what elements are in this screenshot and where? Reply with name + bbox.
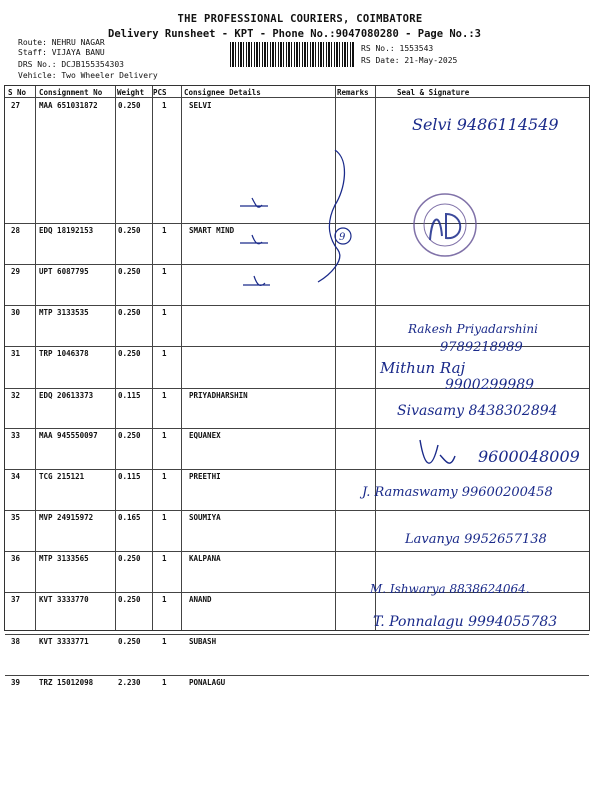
cell-weight: 0.250 xyxy=(118,226,141,235)
cell-sno: 27 xyxy=(11,101,21,110)
cell-pcs: 1 xyxy=(162,513,167,522)
cell-consignment: TRZ 15012098 xyxy=(39,678,94,687)
signature-34: Sivasamy 8438302894 xyxy=(397,403,558,419)
cell-consignment: TRP 1046378 xyxy=(39,349,89,358)
cell-pcs: 1 xyxy=(162,595,167,604)
header-divider xyxy=(5,97,589,98)
cell-sno: 35 xyxy=(11,513,21,522)
cell-sno: 34 xyxy=(11,472,21,481)
row-divider xyxy=(5,428,589,429)
cell-sno: 38 xyxy=(11,637,21,646)
cell-consignment: UPT 6087795 xyxy=(39,267,89,276)
rs-date: RS Date: 21-May-2025 xyxy=(361,56,458,65)
cell-consignee: EQUANEX xyxy=(189,431,221,440)
cell-sno: 31 xyxy=(11,349,21,358)
header-pcs: PCS xyxy=(153,88,167,97)
cell-consignment: MTP 3133535 xyxy=(39,308,89,317)
column-divider xyxy=(181,86,182,630)
row-divider xyxy=(5,634,589,635)
cell-weight: 0.250 xyxy=(118,267,141,276)
cell-pcs: 1 xyxy=(162,308,167,317)
header-seal: Seal & Signature xyxy=(397,88,470,97)
rs-number: RS No.: 1553543 xyxy=(361,44,434,53)
cell-consignment: TCG 215121 xyxy=(39,472,85,481)
cell-pcs: 1 xyxy=(162,226,167,235)
barcode xyxy=(230,42,355,67)
cell-consignment: KVT 3333770 xyxy=(39,595,89,604)
cell-weight: 0.250 xyxy=(118,349,141,358)
row-divider xyxy=(5,510,589,511)
column-divider xyxy=(152,86,153,630)
signature-27: Selvi 9486114549 xyxy=(412,115,559,134)
cell-pcs: 1 xyxy=(162,637,167,646)
signature-33-phone: 9900299989 xyxy=(445,377,535,393)
cell-pcs: 1 xyxy=(162,678,167,687)
vehicle-label: Vehicle: Two Wheeler Delivery xyxy=(18,71,158,80)
cell-consignee: SELVI xyxy=(189,101,212,110)
circled-count-text: 9 xyxy=(339,232,346,243)
row-divider xyxy=(5,592,589,593)
cell-weight: 0.250 xyxy=(118,637,141,646)
cell-consignee: PRIYADHARSHIN xyxy=(189,391,248,400)
row-divider xyxy=(5,305,589,306)
signature-39: T. Ponnalagu 9994055783 xyxy=(373,614,558,630)
cell-sno: 33 xyxy=(11,431,21,440)
cell-sno: 28 xyxy=(11,226,21,235)
runsheet-subtitle: Delivery Runsheet - KPT - Phone No.:9047080280 - Page No.:3 xyxy=(108,28,481,40)
row-divider xyxy=(5,223,589,224)
signature-32-name: Rakesh Priyadarshini xyxy=(408,322,538,336)
header-consignment: Consignment No xyxy=(39,88,103,97)
signature-38: M. Ishwarya 8838624064. xyxy=(370,582,530,596)
cell-sno: 36 xyxy=(11,554,21,563)
cell-consignment: MAA 945550097 xyxy=(39,431,98,440)
cell-weight: 0.115 xyxy=(118,391,141,400)
header-sno: S No xyxy=(8,88,27,97)
cell-weight: 0.250 xyxy=(118,595,141,604)
cell-sno: 32 xyxy=(11,391,21,400)
cell-consignment: MTP 3133565 xyxy=(39,554,89,563)
signature-33-name: Mithun Raj xyxy=(380,359,466,377)
cell-sno: 30 xyxy=(11,308,21,317)
cell-pcs: 1 xyxy=(162,472,167,481)
cell-weight: 0.165 xyxy=(118,513,141,522)
signature-32-phone: 9789218989 xyxy=(440,340,523,355)
cell-pcs: 1 xyxy=(162,101,167,110)
cell-pcs: 1 xyxy=(162,554,167,563)
column-divider xyxy=(35,86,36,630)
column-divider xyxy=(375,86,376,630)
row-divider xyxy=(5,264,589,265)
cell-consignee: SOUMIYA xyxy=(189,513,221,522)
cell-consignee: ANAND xyxy=(189,595,212,604)
cell-consignee: PONALAGU xyxy=(189,678,226,687)
staff-label: Staff: VIJAYA BANU xyxy=(18,48,105,57)
row-divider xyxy=(5,675,589,676)
row-divider xyxy=(5,388,589,389)
signature-37: Lavanya 9952657138 xyxy=(405,532,547,547)
cell-pcs: 1 xyxy=(162,349,167,358)
cell-consignment: MAA 651031872 xyxy=(39,101,98,110)
cell-pcs: 1 xyxy=(162,267,167,276)
header-weight: Weight xyxy=(117,88,145,97)
company-title: THE PROFESSIONAL COURIERS, COIMBATORE xyxy=(177,13,423,25)
cell-weight: 0.250 xyxy=(118,554,141,563)
signature-36: J. Ramaswamy 99600200458 xyxy=(362,485,553,500)
column-divider xyxy=(115,86,116,630)
header-remarks: Remarks xyxy=(337,88,369,97)
cell-consignee: PREETHI xyxy=(189,472,221,481)
cell-consignee: SUBASH xyxy=(189,637,217,646)
cell-consignee: SMART MIND xyxy=(189,226,235,235)
drs-number: DRS No.: DCJB155354303 xyxy=(18,60,124,69)
cell-weight: 0.250 xyxy=(118,101,141,110)
cell-consignment: EDQ 20613373 xyxy=(39,391,94,400)
route-label: Route: NEHRU NAGAR xyxy=(18,38,105,47)
cell-sno: 39 xyxy=(11,678,21,687)
runsheet-table xyxy=(4,85,590,687)
row-divider xyxy=(5,551,589,552)
cell-sno: 37 xyxy=(11,595,21,604)
column-divider xyxy=(335,86,336,630)
row-divider xyxy=(5,346,589,347)
signature-35: 9600048009 xyxy=(478,447,580,466)
cell-weight: 0.115 xyxy=(118,472,141,481)
cell-consignment: MVP 24915972 xyxy=(39,513,94,522)
cell-weight: 0.250 xyxy=(118,308,141,317)
cell-consignment: KVT 3333771 xyxy=(39,637,89,646)
row-divider xyxy=(5,469,589,470)
cell-sno: 29 xyxy=(11,267,21,276)
cell-pcs: 1 xyxy=(162,431,167,440)
cell-consignment: EDQ 18192153 xyxy=(39,226,94,235)
cell-consignee: KALPANA xyxy=(189,554,221,563)
cell-pcs: 1 xyxy=(162,391,167,400)
header-consignee: Consignee Details xyxy=(184,88,261,97)
cell-weight: 2.230 xyxy=(118,678,141,687)
cell-weight: 0.250 xyxy=(118,431,141,440)
